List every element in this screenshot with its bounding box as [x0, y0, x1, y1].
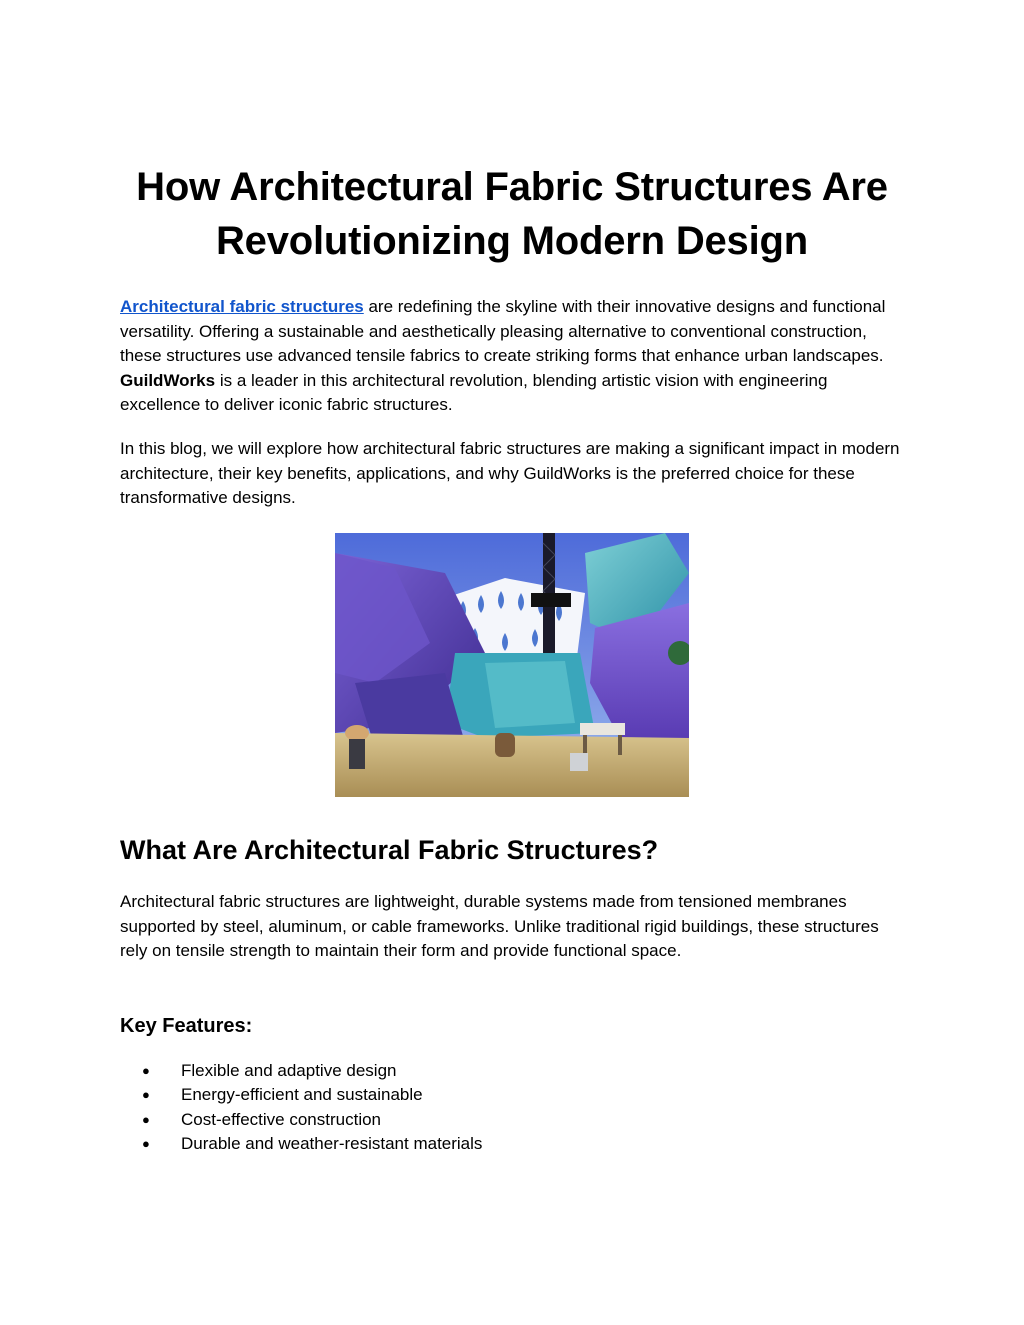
section-paragraph: Architectural fabric structures are lightweight, durable systems made from tensioned membranes supported by steel, aluminum, or cable frameworks. Unlike traditional rigid buildings, these structures rely on tensile strength to maintain their form and provide functional space.: [120, 892, 879, 960]
brand-name: GuildWorks: [120, 370, 216, 390]
list-item: [120, 1059, 904, 1083]
intro-text-2: is a leader in this architectural revolution, blending artistic vision with engineering excellence to deliver iconic fabric structures.: [120, 370, 828, 414]
list-item-text: Durable and weather-resistant materials: [181, 1133, 483, 1153]
intro-paragraph: [120, 295, 904, 418]
bullet-icon: ●: [142, 1111, 150, 1127]
section-heading: What Are Architectural Fabric Structures?: [120, 835, 659, 865]
list-item: [120, 1132, 904, 1156]
list-item-text: Energy-efficient and sustainable: [181, 1085, 423, 1105]
bullet-icon: ●: [142, 1063, 150, 1078]
fabric-structure-photo: [335, 533, 689, 797]
bullet-icon: ●: [142, 1087, 150, 1103]
features-heading: Key Features:: [120, 1015, 253, 1037]
list-item-text: Cost-effective construction: [181, 1109, 381, 1129]
list-item: [120, 1108, 904, 1132]
blog-intro-paragraph: In this blog, we will explore how architectural fabric structures are making a significant impact in modern architecture, their key benefits, applications, and why GuildWorks is the preferred choice for these transformative designs.: [120, 439, 900, 507]
intro-text-1: are redefining the skyline with their innovative designs and functional versatility. Offering a sustainable and aesthetically pleasing alternative to conventional construction, these structures use advanced tensile fabrics to create striking forms that enhance urban landscapes.: [120, 297, 886, 365]
article-title: How Architectural Fabric Structures Are Revolutionizing Modern Design: [136, 165, 888, 263]
features-list: [120, 1059, 904, 1156]
bullet-icon: ●: [142, 1135, 150, 1151]
fabric-structures-link[interactable]: Architectural fabric structures: [120, 297, 364, 316]
list-item-text: Flexible and adaptive design: [181, 1061, 397, 1080]
list-item: [120, 1083, 904, 1107]
